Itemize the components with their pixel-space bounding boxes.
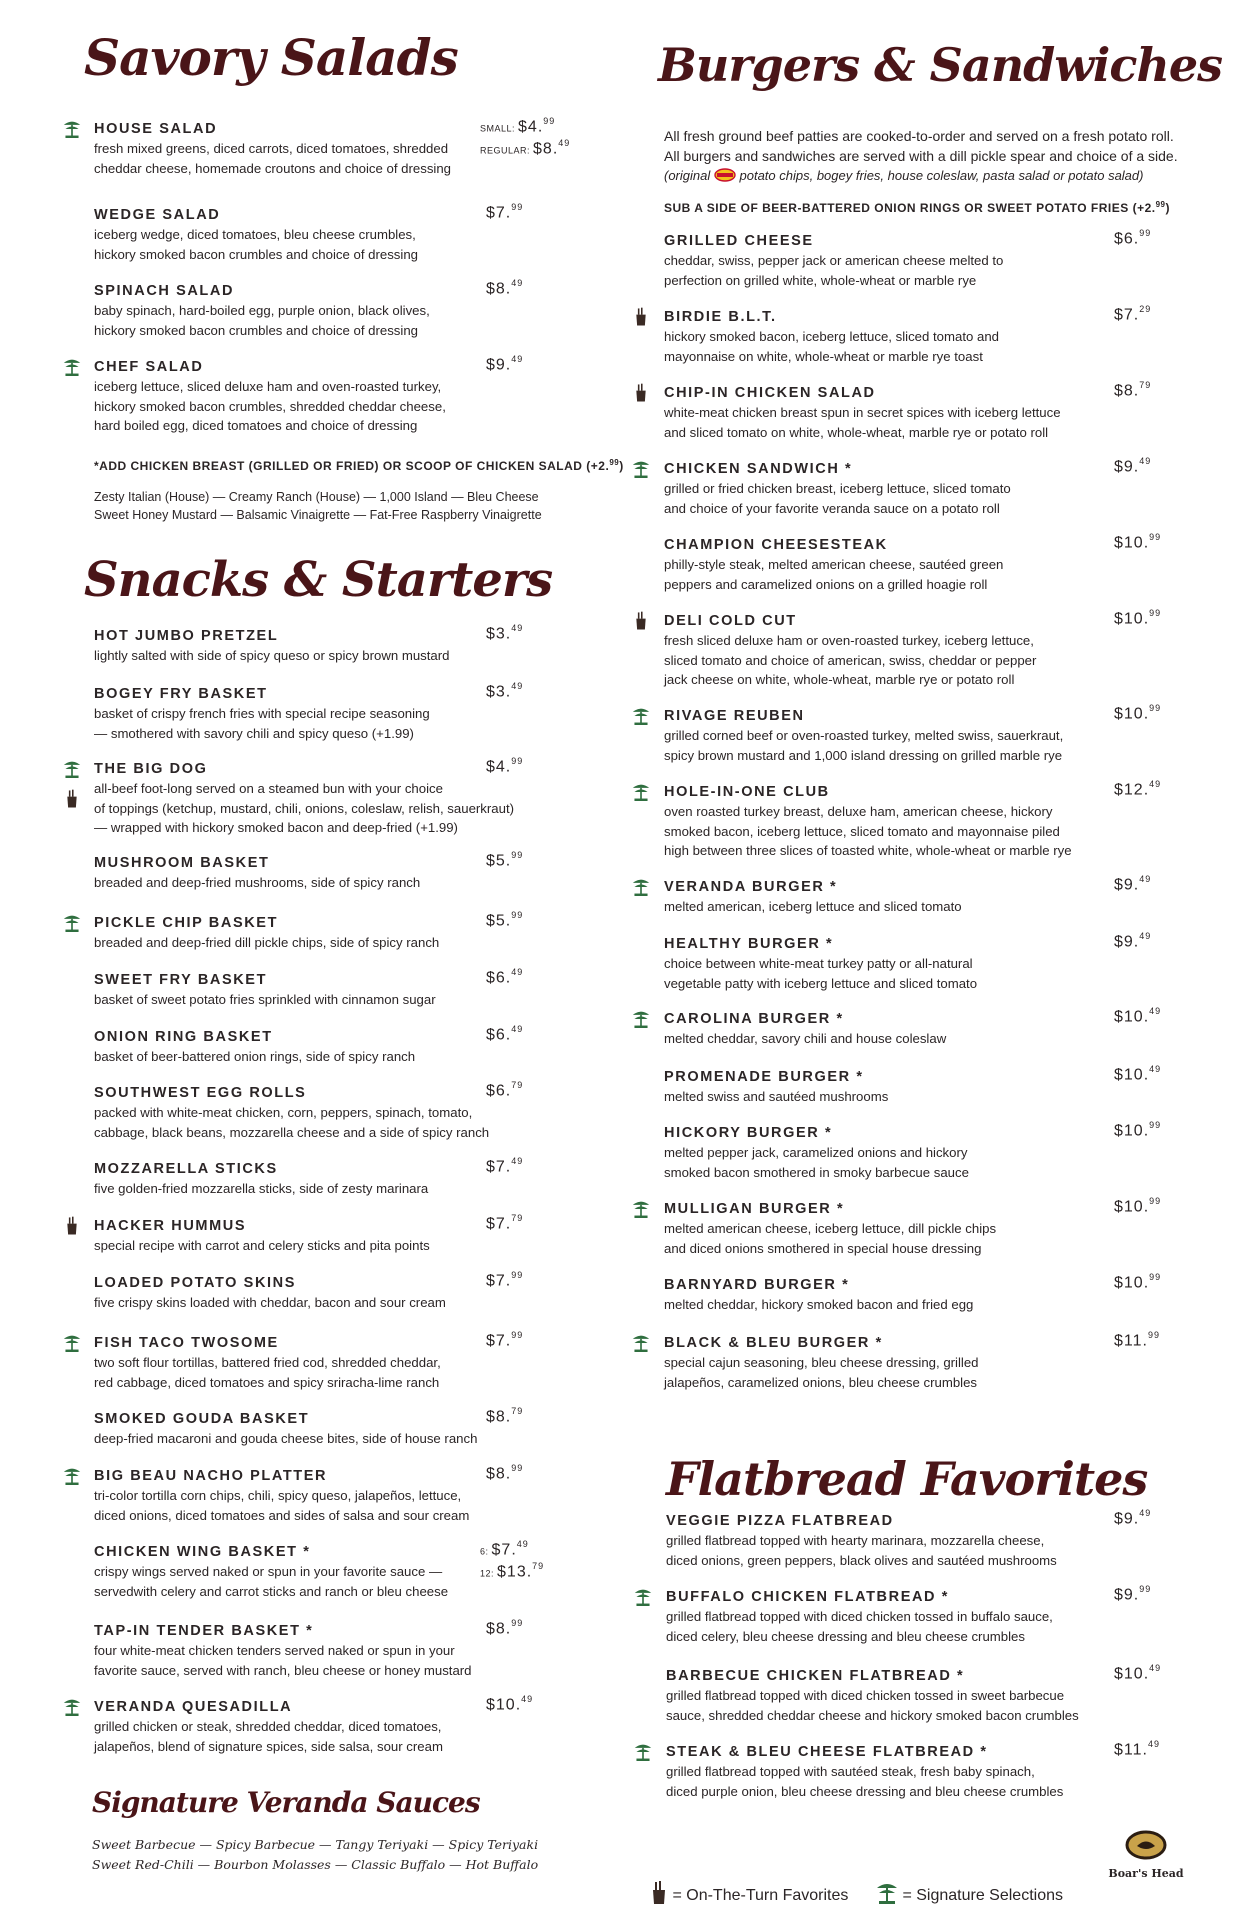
menu-item bbox=[94, 1217, 430, 1256]
item-price: $8.79 bbox=[1114, 380, 1152, 400]
item-name: PROMENADE BURGER * bbox=[664, 1069, 864, 1085]
item-description: grilled flatbread topped with sautéed steak, fresh baby spinach, diced purple onion, bleu cheese dressing and bleu cheese crumbles bbox=[666, 1764, 1064, 1799]
dressings-line-1: Zesty Italian (House) — Creamy Ranch (House) — 1,000 Island — Bleu Cheese bbox=[94, 490, 539, 504]
item-price: 12: $13.79 bbox=[480, 1561, 545, 1581]
lays-logo bbox=[714, 168, 736, 182]
item-description: iceberg lettuce, sliced deluxe ham and oven-roasted turkey, hickory smoked bacon crumbles, shredded cheddar cheese, hard boiled egg, diced tomatoes and choice of dressing bbox=[94, 379, 446, 433]
on-the-turn-icon bbox=[634, 382, 650, 406]
menu-item bbox=[94, 206, 418, 264]
item-name: VEGGIE PIZZA FLATBREAD bbox=[666, 1513, 894, 1529]
item-name: CHEF SALAD bbox=[94, 359, 204, 375]
item-price: SMALL: $4.99 bbox=[480, 116, 556, 136]
item-description: oven roasted turkey breast, deluxe ham, american cheese, hickory smoked bacon, iceberg lettuce, sliced tomato and mayonnaise piled high between three slices of toasted white, whole-wheat or marble rye bbox=[664, 804, 1072, 858]
item-name: BOGEY FRY BASKET bbox=[94, 686, 268, 702]
item-price: $9.99 bbox=[1114, 1584, 1152, 1604]
menu-item bbox=[94, 1028, 415, 1067]
sauces-title: Signature Veranda Sauces bbox=[92, 1786, 480, 1819]
item-description: grilled corned beef or oven-roasted turkey, melted swiss, sauerkraut, spicy brown mustard and 1,000 island dressing on grilled marble rye bbox=[664, 728, 1064, 763]
menu-item bbox=[664, 935, 977, 993]
item-name: ONION RING BASKET bbox=[94, 1029, 273, 1045]
on-the-turn-icon bbox=[634, 610, 650, 634]
menu-item bbox=[664, 308, 999, 366]
item-name: BARBECUE CHICKEN FLATBREAD * bbox=[666, 1668, 965, 1684]
item-description: melted pepper jack, caramelized onions and hickory smoked bacon smothered in smoky barbecue sauce bbox=[664, 1145, 969, 1180]
item-name: CHICKEN WING BASKET * bbox=[94, 1544, 311, 1560]
menu-item bbox=[664, 1124, 969, 1182]
menu-item bbox=[94, 1160, 428, 1199]
signature-icon bbox=[63, 356, 81, 380]
menu-item bbox=[94, 971, 436, 1010]
signature-icon bbox=[632, 1198, 650, 1222]
item-price: $7.99 bbox=[486, 202, 524, 222]
item-price: $7.99 bbox=[486, 1330, 524, 1350]
item-name: HOUSE SALAD bbox=[94, 121, 218, 137]
item-price: $10.49 bbox=[1114, 1663, 1162, 1683]
item-price: $10.99 bbox=[1114, 532, 1162, 552]
item-description: basket of sweet potato fries sprinkled with cinnamon sugar bbox=[94, 992, 436, 1007]
item-description: melted american, iceberg lettuce and sliced tomato bbox=[664, 899, 962, 914]
menu-item bbox=[94, 760, 514, 838]
burgers-title: Burgers & Sandwiches bbox=[658, 38, 1223, 92]
menu-item bbox=[664, 1068, 888, 1107]
item-price: $3.49 bbox=[486, 623, 524, 643]
item-name: SPINACH SALAD bbox=[94, 283, 235, 299]
item-price: $8.99 bbox=[486, 1463, 524, 1483]
item-name: BUFFALO CHICKEN FLATBREAD * bbox=[666, 1589, 949, 1605]
item-description: cheddar, swiss, pepper jack or american cheese melted to perfection on grilled white, whole-wheat or marble rye bbox=[664, 253, 1004, 288]
item-name: WEDGE SALAD bbox=[94, 207, 221, 223]
item-name: HACKER HUMMUS bbox=[94, 1218, 247, 1234]
menu-item bbox=[94, 1274, 446, 1313]
item-name: VERANDA BURGER * bbox=[664, 879, 838, 895]
item-description: special cajun seasoning, bleu cheese dressing, grilled jalapeños, caramelized onions, bleu cheese crumbles bbox=[664, 1355, 979, 1390]
legend-signature: = Signature Selections bbox=[876, 1880, 1063, 1906]
menu-item bbox=[94, 1622, 472, 1680]
item-description: lightly salted with side of spicy queso or spicy brown mustard bbox=[94, 648, 450, 663]
item-price: $8.99 bbox=[486, 1618, 524, 1638]
signature-icon bbox=[632, 781, 650, 805]
item-description: five golden-fried mozzarella sticks, side of zesty marinara bbox=[94, 1181, 429, 1196]
item-price: $5.99 bbox=[486, 910, 524, 930]
item-description: crispy wings served naked or spun in your favorite sauce — servedwith celery and carrot sticks and ranch or bleu cheese bbox=[94, 1564, 449, 1599]
item-price: $7.79 bbox=[486, 1213, 524, 1233]
item-price: $9.49 bbox=[1114, 1508, 1152, 1528]
item-description: fresh mixed greens, diced carrots, diced tomatoes, shredded cheddar cheese, homemade croutons and choice of dressing bbox=[94, 141, 452, 176]
item-description: grilled or fried chicken breast, iceberg lettuce, sliced tomato and choice of your favorite veranda sauce on a potato roll bbox=[664, 481, 1011, 516]
item-description: all-beef foot-long served on a steamed bun with your choice of toppings (ketchup, mustard, chili, onions, coleslaw, relish, sauerkraut) — wrapped with hickory smoked bacon and deep-fried (+1.99) bbox=[94, 781, 515, 835]
signature-icon bbox=[63, 1332, 81, 1356]
signature-icon bbox=[63, 1696, 81, 1720]
item-name: CHIP-IN CHICKEN SALAD bbox=[664, 385, 876, 401]
item-name: HICKORY BURGER * bbox=[664, 1125, 833, 1141]
burgers-intro-1: All fresh ground beef patties are cooked-to-order and served on a fresh potato roll. bbox=[664, 128, 1174, 144]
item-name: MUSHROOM BASKET bbox=[94, 855, 270, 871]
item-name: LOADED POTATO SKINS bbox=[94, 1275, 296, 1291]
item-price: $10.99 bbox=[1114, 608, 1162, 628]
menu-item bbox=[94, 1543, 448, 1601]
item-name: SOUTHWEST EGG ROLLS bbox=[94, 1085, 307, 1101]
menu-item bbox=[94, 282, 430, 340]
sub-side-note: SUB A SIDE OF BEER-BATTERED ONION RINGS OR SWEET POTATO FRIES (+2.99) bbox=[664, 200, 1170, 215]
item-name: HOLE-IN-ONE CLUB bbox=[664, 784, 830, 800]
menu-item bbox=[94, 1334, 441, 1392]
menu-item bbox=[666, 1667, 1079, 1725]
item-name: BLACK & BLEU BURGER * bbox=[664, 1335, 883, 1351]
logo-text: Boar's Head bbox=[1108, 1867, 1184, 1880]
item-name: THE BIG DOG bbox=[94, 761, 208, 777]
item-name: MULLIGAN BURGER * bbox=[664, 1201, 845, 1217]
signature-icon bbox=[63, 118, 81, 142]
item-description: basket of crispy french fries with special recipe seasoning — smothered with savory chili and spicy queso (+1.99) bbox=[94, 706, 430, 741]
item-price: $10.99 bbox=[1114, 1120, 1162, 1140]
item-name: CHICKEN SANDWICH * bbox=[664, 461, 853, 477]
signature-icon bbox=[632, 705, 650, 729]
item-price: $8.79 bbox=[486, 1406, 524, 1426]
item-price: $6.49 bbox=[486, 967, 524, 987]
burgers-intro-2: All burgers and sandwiches are served with a dill pickle spear and choice of a side. bbox=[664, 148, 1178, 164]
item-description: tri-color tortilla corn chips, chili, spicy queso, jalapeños, lettuce, diced onions, diced tomatoes and sides of salsa and sour cream bbox=[94, 1488, 470, 1523]
menu-item bbox=[94, 358, 446, 436]
item-name: MOZZARELLA STICKS bbox=[94, 1161, 278, 1177]
signature-icon bbox=[634, 1586, 652, 1610]
signature-icon bbox=[632, 1008, 650, 1032]
item-description: grilled chicken or steak, shredded cheddar, diced tomatoes, jalapeños, blend of signature spices, side salsa, sour cream bbox=[94, 1719, 443, 1754]
item-name: TAP-IN TENDER BASKET * bbox=[94, 1623, 314, 1639]
menu-item bbox=[666, 1588, 1053, 1646]
item-description: five crispy skins loaded with cheddar, bacon and sour cream bbox=[94, 1295, 446, 1310]
item-price: $9.49 bbox=[486, 354, 524, 374]
item-description: four white-meat chicken tenders served naked or spun in your favorite sauce, served with ranch, bleu cheese or honey mustard bbox=[94, 1643, 472, 1678]
signature-icon bbox=[63, 1465, 81, 1489]
item-price: $6.49 bbox=[486, 1024, 524, 1044]
item-name: FISH TACO TWOSOME bbox=[94, 1335, 279, 1351]
burgers-intro-3: (original potato chips, bogey fries, house coleslaw, pasta salad or potato salad) bbox=[664, 168, 1144, 183]
item-price: $9.49 bbox=[1114, 874, 1152, 894]
signature-icon bbox=[632, 458, 650, 482]
item-name: SMOKED GOUDA BASKET bbox=[94, 1411, 310, 1427]
item-name: DELI COLD CUT bbox=[664, 613, 797, 629]
item-name: SWEET FRY BASKET bbox=[94, 972, 268, 988]
item-price: $9.49 bbox=[1114, 931, 1152, 951]
item-description: basket of beer-battered onion rings, side of spicy ranch bbox=[94, 1049, 416, 1064]
item-name: PICKLE CHIP BASKET bbox=[94, 915, 279, 931]
item-price: $3.49 bbox=[486, 681, 524, 701]
item-price: $7.99 bbox=[486, 1270, 524, 1290]
menu-item bbox=[664, 1010, 946, 1049]
item-description: fresh sliced deluxe ham or oven-roasted turkey, iceberg lettuce, sliced tomato and choice of american, swiss, cheddar or pepper jack cheese on white, whole-wheat, marble rye or potato roll bbox=[664, 633, 1037, 687]
menu-item bbox=[94, 120, 451, 178]
item-description: white-meat chicken breast spun in secret spices with iceberg lettuce and sliced tomato on white, whole-wheat, marble rye or potato roll bbox=[664, 405, 1061, 440]
menu-item bbox=[664, 878, 962, 917]
chicken-addon-note: *ADD CHICKEN BREAST (GRILLED OR FRIED) OR SCOOP OF CHICKEN SALAD (+2.99) bbox=[94, 458, 624, 473]
on-the-turn-icon bbox=[65, 1215, 81, 1239]
item-description: breaded and deep-fried mushrooms, side of spicy ranch bbox=[94, 875, 421, 890]
item-description: grilled flatbread topped with diced chicken tossed in buffalo sauce, diced celery, bleu cheese dressing and bleu cheese crumbles bbox=[666, 1609, 1053, 1644]
signature-icon bbox=[632, 1332, 650, 1356]
menu-item bbox=[664, 1276, 973, 1315]
item-description: melted swiss and sautéed mushrooms bbox=[664, 1089, 889, 1104]
menu-item bbox=[94, 627, 450, 666]
item-name: STEAK & BLEU CHEESE FLATBREAD * bbox=[666, 1744, 988, 1760]
item-description: baby spinach, hard-boiled egg, purple onion, black olives, hickory smoked bacon crumbles and choice of dressing bbox=[94, 303, 430, 338]
menu-item bbox=[664, 783, 1072, 861]
item-price: REGULAR: $8.49 bbox=[480, 138, 571, 158]
item-name: BIRDIE B.L.T. bbox=[664, 309, 777, 325]
item-description: special recipe with carrot and celery sticks and pita points bbox=[94, 1238, 430, 1253]
item-description: melted american cheese, iceberg lettuce, dill pickle chips and diced onions smothered in special house dressing bbox=[664, 1221, 997, 1256]
item-name: GRILLED CHEESE bbox=[664, 233, 814, 249]
menu-item bbox=[666, 1512, 1057, 1570]
menu-item bbox=[664, 460, 1011, 518]
menu-item bbox=[94, 1467, 469, 1525]
signature-icon bbox=[63, 758, 81, 782]
menu-item bbox=[94, 685, 430, 743]
item-description: packed with white-meat chicken, corn, peppers, spinach, tomato, cabbage, black beans, mozzarella cheese and a side of spicy ranch bbox=[94, 1105, 490, 1140]
snacks-title: Snacks & Starters bbox=[84, 552, 553, 608]
menu-item bbox=[94, 1084, 489, 1142]
item-price: $4.99 bbox=[486, 756, 524, 776]
item-description: melted cheddar, hickory smoked bacon and fried egg bbox=[664, 1297, 974, 1312]
item-description: grilled flatbread topped with hearty marinara, mozzarella cheese, diced onions, green peppers, black olives and sautéed mushrooms bbox=[666, 1533, 1057, 1568]
item-price: $7.49 bbox=[486, 1156, 524, 1176]
signature-icon bbox=[876, 1880, 898, 1906]
flatbread-title: Flatbread Favorites bbox=[666, 1452, 1148, 1506]
menu-item bbox=[664, 384, 1061, 442]
item-description: breaded and deep-fried dill pickle chips, side of spicy ranch bbox=[94, 935, 440, 950]
item-description: grilled flatbread topped with diced chicken tossed in sweet barbecue sauce, shredded cheddar cheese and hickory smoked bacon crumbles bbox=[666, 1688, 1079, 1723]
sauces-line-2: Sweet Red-Chili — Bourbon Molasses — Classic Buffalo — Hot Buffalo bbox=[92, 1857, 539, 1872]
item-name: HEALTHY BURGER * bbox=[664, 936, 834, 952]
menu-item bbox=[94, 1410, 477, 1449]
item-description: deep-fried macaroni and gouda cheese bites, side of house ranch bbox=[94, 1431, 478, 1446]
menu-item bbox=[94, 914, 439, 953]
menu-item bbox=[664, 612, 1036, 690]
item-price: $10.49 bbox=[1114, 1064, 1162, 1084]
menu-item bbox=[666, 1743, 1063, 1801]
salads-title: Savory Salads bbox=[84, 28, 458, 87]
item-description: choice between white-meat turkey patty or all-natural vegetable patty with iceberg lettuce and sliced tomato bbox=[664, 956, 978, 991]
signature-icon bbox=[632, 876, 650, 900]
item-price: $12.49 bbox=[1114, 779, 1162, 799]
item-price: $8.49 bbox=[486, 278, 524, 298]
item-price: $11.49 bbox=[1114, 1739, 1160, 1759]
item-price: $9.49 bbox=[1114, 456, 1152, 476]
legend-turn: = On-The-Turn Favorites bbox=[650, 1880, 848, 1906]
item-price: $10.99 bbox=[1114, 1272, 1162, 1292]
menu-item bbox=[94, 1698, 443, 1756]
item-price: 6: $7.49 bbox=[480, 1539, 529, 1559]
item-price: $6.99 bbox=[1114, 228, 1152, 248]
dressings-line-2: Sweet Honey Mustard — Balsamic Vinaigrette — Fat-Free Raspberry Vinaigrette bbox=[94, 508, 542, 522]
item-price: $10.49 bbox=[1114, 1006, 1162, 1026]
menu-item bbox=[664, 707, 1063, 765]
menu-item bbox=[94, 854, 420, 893]
item-price: $10.49 bbox=[486, 1694, 534, 1714]
boars-head-emblem bbox=[1125, 1830, 1167, 1860]
menu-item bbox=[664, 232, 1003, 290]
item-name: CAROLINA BURGER * bbox=[664, 1011, 844, 1027]
item-name: CHAMPION CHEESESTEAK bbox=[664, 537, 888, 553]
menu-item bbox=[664, 1200, 996, 1258]
item-name: HOT JUMBO PRETZEL bbox=[94, 628, 279, 644]
signature-icon bbox=[634, 1741, 652, 1765]
item-description: iceberg wedge, diced tomatoes, bleu cheese crumbles, hickory smoked bacon crumbles and choice of dressing bbox=[94, 227, 418, 262]
item-price: $11.99 bbox=[1114, 1330, 1160, 1350]
boars-head-logo bbox=[1106, 1830, 1186, 1880]
item-price: $7.29 bbox=[1114, 304, 1152, 324]
item-description: two soft flour tortillas, battered fried cod, shredded cheddar, red cabbage, diced tomatoes and spicy sriracha-lime ranch bbox=[94, 1355, 441, 1390]
menu-item bbox=[664, 536, 1003, 594]
on-the-turn-icon bbox=[634, 306, 650, 330]
item-price: $10.99 bbox=[1114, 1196, 1162, 1216]
item-name: BARNYARD BURGER * bbox=[664, 1277, 850, 1293]
item-description: hickory smoked bacon, iceberg lettuce, sliced tomato and mayonnaise on white, whole-wheat or marble rye toast bbox=[664, 329, 999, 364]
on-the-turn-icon bbox=[65, 788, 81, 812]
item-description: philly-style steak, melted american cheese, sautéed green peppers and caramelized onions on a grilled hoagie roll bbox=[664, 557, 1004, 592]
on-the-turn-icon bbox=[650, 1880, 668, 1906]
sauces-line-1: Sweet Barbecue — Spicy Barbecue — Tangy Teriyaki — Spicy Teriyaki bbox=[92, 1837, 539, 1852]
signature-icon bbox=[63, 912, 81, 936]
item-name: BIG BEAU NACHO PLATTER bbox=[94, 1468, 328, 1484]
item-name: RIVAGE REUBEN bbox=[664, 708, 805, 724]
item-description: melted cheddar, savory chili and house coleslaw bbox=[664, 1031, 947, 1046]
item-name: VERANDA QUESADILLA bbox=[94, 1699, 293, 1715]
item-price: $5.99 bbox=[486, 850, 524, 870]
menu-item bbox=[664, 1334, 979, 1392]
item-price: $6.79 bbox=[486, 1080, 524, 1100]
item-price: $10.99 bbox=[1114, 703, 1162, 723]
